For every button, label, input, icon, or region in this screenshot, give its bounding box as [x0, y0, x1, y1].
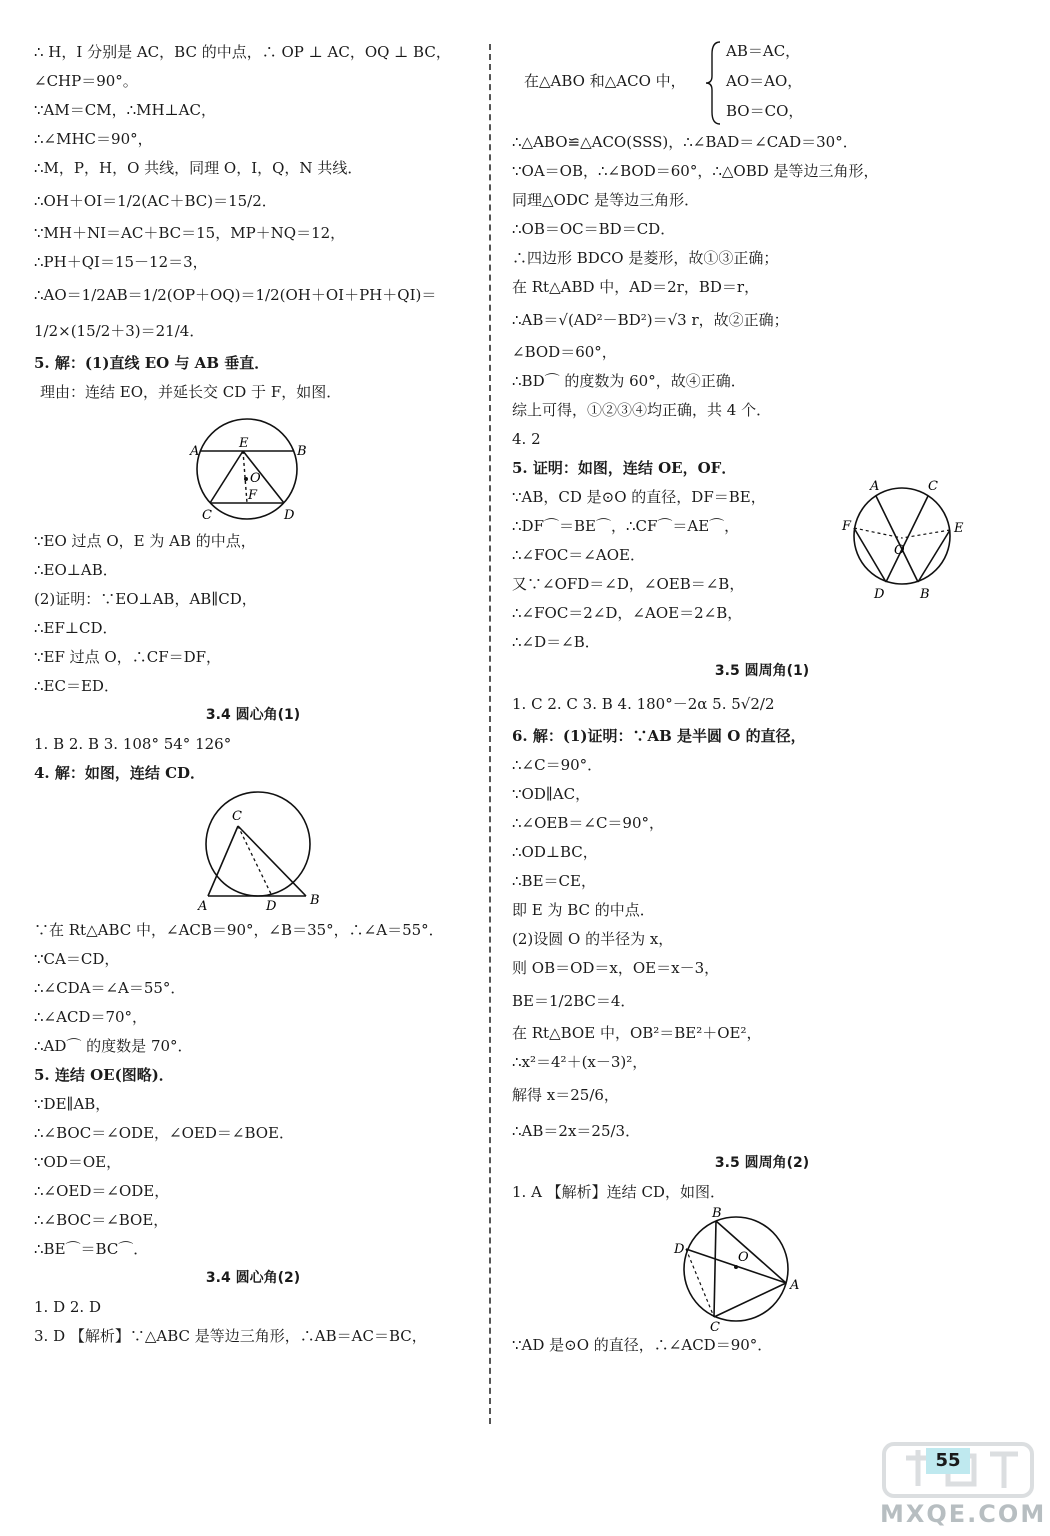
text-line: 3. D 【解析】∵△ABC 是等边三角形，∴AB＝AC＝BC，: [34, 1327, 427, 1345]
text-line: ∴四边形 BDCO 是菱形，故①③正确；: [512, 249, 779, 267]
text-line: ∴∠OEB＝∠C＝90°，: [512, 814, 665, 832]
text-line: ∴BE⌒＝BC⌒．: [34, 1240, 149, 1258]
text-line: 1. C 2. C 3. B 4. 180°－2α 5. 5√2/2: [512, 695, 775, 713]
text-line: 在 Rt△ABD 中，AD＝2r，BD＝r，: [512, 278, 760, 296]
text-line: 在 Rt△BOE 中，OB²＝BE²＋OE²，: [512, 1024, 762, 1042]
text-line: ∴ H，I 分别是 AC，BC 的中点，∴ OP ⊥ AC，OQ ⊥ BC，: [34, 43, 451, 61]
figure-circle-chord: [34, 407, 472, 527]
figure-label: O: [738, 1250, 749, 1265]
figure-label: B: [310, 893, 320, 908]
right-column: [512, 38, 1012, 1360]
problem-heading: 6. 解：(1)证明：∵AB 是半圆 O 的直径，: [512, 727, 806, 745]
figure-label: A: [198, 899, 208, 914]
text-line: ∴∠FOC＝2∠D，∠AOE＝2∠B，: [512, 604, 743, 622]
text-line: ∴∠MHC＝90°，: [34, 130, 153, 148]
brace-icon: [704, 38, 724, 128]
figure-label: B: [712, 1207, 722, 1221]
text-line: ∴PH＋QI＝15－12＝3，: [34, 253, 208, 271]
text-line: ∴OD⊥BC，: [512, 843, 598, 861]
figure-label: F: [248, 488, 258, 503]
text-line: ∠BOD＝60°，: [512, 343, 617, 361]
figure-label: A: [190, 444, 200, 459]
text-line: 即 E 为 BC 的中点．: [512, 901, 655, 919]
text-line: ∴∠BOC＝∠BOE，: [34, 1211, 169, 1229]
figure-label: D: [284, 508, 295, 523]
text-line: ∴M，P，H，O 共线，同理 O，I，Q，N 共线．: [34, 159, 363, 177]
figure-label: A: [870, 479, 880, 494]
text-line: 4. 2: [512, 430, 541, 448]
figure-label: C: [928, 479, 938, 494]
section-title: 3.5 圆周角(1): [714, 663, 810, 679]
text-line: 则 OB＝OD＝x，OE＝x－3，: [512, 959, 720, 977]
text-line: ∴x²＝4²＋(x－3)²，: [512, 1053, 648, 1071]
problem-heading: 5. 证明：如图，连结 OE，OF．: [512, 459, 737, 477]
figure-label: B: [920, 587, 930, 602]
text-line: ∴OH＋OI＝1/2(AC＋BC)＝15/2．: [34, 192, 277, 210]
text-line: 1. D 2. D: [34, 1298, 101, 1316]
problem-heading: 5. 解：(1)直线 EO 与 AB 垂直．: [34, 354, 270, 372]
section-title: 3.4 圆心角(2): [205, 1270, 301, 1286]
column-divider: [489, 44, 491, 1424]
text-line: ∵AD 是⊙O 的直径，∴∠ACD＝90°．: [512, 1336, 773, 1354]
text-line: ∴∠D＝∠B．: [512, 633, 600, 651]
text-line: 又∵∠OFD＝∠D，∠OEB＝∠B，: [512, 575, 745, 593]
text-line: ∴AD⌒ 的度数是 70°．: [34, 1037, 193, 1055]
text-line: ∴DF⌒＝BE⌒，∴CF⌒＝AE⌒，: [512, 517, 740, 535]
text-line: (2)证明：∵EO⊥AB，AB∥CD，: [34, 590, 257, 608]
text-line: 1. A 【解析】连结 CD，如图．: [512, 1183, 725, 1201]
text-line: ∵EO 过点 O，E 为 AB 的中点，: [34, 532, 256, 550]
text-line: ∴AB＝2x＝25/3．: [512, 1122, 641, 1140]
figure-label: B: [297, 444, 307, 459]
figure-label: D: [874, 587, 885, 602]
problem-5-block: [512, 454, 1012, 657]
figure-label: D: [266, 899, 277, 914]
text-line: ∵CA＝CD，: [34, 950, 120, 968]
text-line: ∵在 Rt△ABC 中，∠ACB＝90°，∠B＝35°，∴∠A＝55°．: [34, 921, 444, 939]
text-line: BE＝1/2BC＝4．: [512, 992, 636, 1010]
figure-label: F: [842, 519, 852, 534]
text-line: 1. B 2. B 3. 108° 54° 126°: [34, 735, 232, 753]
text-line: ∴AO＝1/2AB＝1/2(OP＋OQ)＝1/2(OH＋OI＋PH＋QI)＝: [34, 286, 437, 304]
watermark-text: MXQE.COM: [880, 1500, 1047, 1528]
text-line: 解得 x＝25/6，: [512, 1086, 619, 1104]
text-line: ∴∠ACD＝70°，: [34, 1008, 148, 1026]
text-line: 综上可得，①②③④均正确，共 4 个．: [512, 401, 772, 419]
text-line: AB＝AC，: [726, 42, 801, 60]
text-line: ∴∠C＝90°．: [512, 756, 603, 774]
text-line: BO＝CO，: [726, 102, 804, 120]
text-line: ∵OD∥AC，: [512, 785, 591, 803]
figure-circle-diameters: [838, 474, 988, 604]
figure-label: O: [250, 471, 261, 486]
text-line: (2)设圆 O 的半径为 x，: [512, 930, 674, 948]
figure-label: E: [239, 436, 249, 451]
section-title: 3.5 圆周角(2): [714, 1155, 810, 1171]
figure-label: O: [894, 543, 905, 558]
text-line: ∴EC＝ED．: [34, 677, 119, 695]
text-line: ∴EO⊥AB．: [34, 561, 118, 579]
text-line: ∴OB＝OC＝BD＝CD．: [512, 220, 676, 238]
figure-label: A: [790, 1278, 800, 1293]
text-line: ∴EF⊥CD．: [34, 619, 118, 637]
left-column: [34, 38, 472, 1351]
figure-circle-inscribed: [512, 1207, 1012, 1331]
text-line: ∴∠CDA＝∠A＝55°．: [34, 979, 186, 997]
text-line: ∴AB＝√(AD²－BD²)＝√3 r，故②正确；: [512, 311, 789, 329]
text-line: 1/2×(15/2＋3)＝21/4．: [34, 322, 205, 340]
text-line: ∴BD⌒ 的度数为 60°，故④正确．: [512, 372, 746, 390]
text-line: ∴BE＝CE，: [512, 872, 596, 890]
text-line: ∵AB，CD 是⊙O 的直径，DF＝BE，: [512, 488, 766, 506]
text-line: ∵AM＝CM，∴MH⊥AC，: [34, 101, 216, 119]
text-line: ∴∠BOC＝∠ODE，∠OED＝∠BOE．: [34, 1124, 294, 1142]
figure-label: C: [710, 1320, 720, 1331]
text-line: ∠CHP＝90°。: [34, 72, 138, 90]
text-line: 在△ABO 和△ACO 中，: [524, 72, 686, 90]
text-line: ∵OD＝OE，: [34, 1153, 122, 1171]
text-line: ∵MH＋NI＝AC＋BC＝15，MP＋NQ＝12，: [34, 224, 346, 242]
problem-heading: 4. 解：如图，连结 CD．: [34, 764, 206, 782]
text-line: ∵OA＝OB，∴∠BOD＝60°，∴△OBD 是等边三角形，: [512, 162, 879, 180]
figure-label: D: [674, 1242, 685, 1257]
figure-label: C: [202, 508, 212, 523]
text-line: ∵EF 过点 O，∴CF＝DF，: [34, 648, 222, 666]
congruence-brace: [512, 38, 1012, 128]
figure-label: E: [954, 521, 964, 536]
text-line: 理由：连结 EO，并延长交 CD 于 F，如图．: [40, 383, 342, 401]
text-line: ∵DE∥AB，: [34, 1095, 111, 1113]
text-line: ∴△ABO≌△ACO(SSS)，∴∠BAD＝∠CAD＝30°．: [512, 133, 858, 151]
text-line: AO＝AO，: [726, 72, 803, 90]
figure-circle-triangle: [34, 788, 472, 916]
text-line: ∴∠FOC＝∠AOE．: [512, 546, 645, 564]
section-title: 3.4 圆心角(1): [205, 707, 301, 723]
text-line: 同理△ODC 是等边三角形．: [512, 191, 700, 209]
text-line: ∴∠OED＝∠ODE，: [34, 1182, 170, 1200]
page-number: 55: [926, 1448, 970, 1474]
problem-heading: 5. 连结 OE(图略)．: [34, 1066, 174, 1084]
figure-label: C: [232, 809, 242, 824]
